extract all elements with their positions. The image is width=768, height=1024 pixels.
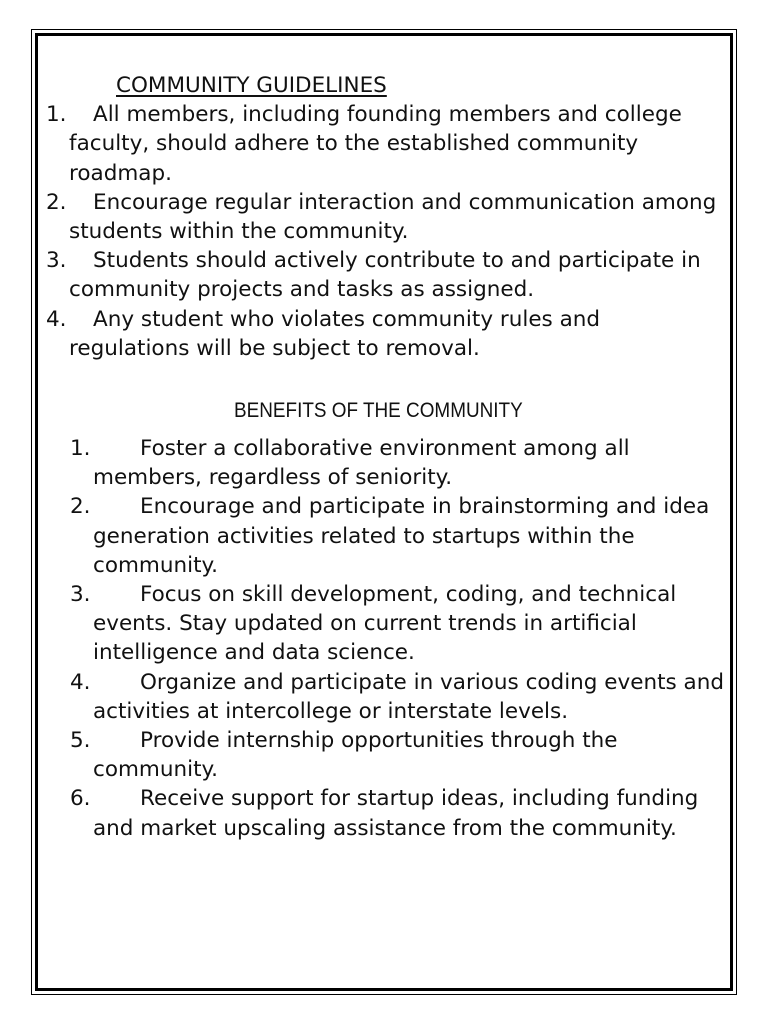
benefit-number: 1. xyxy=(70,436,91,462)
guideline-item xyxy=(46,305,726,363)
guideline-text: Any student who violates community rules and regulations will be subject to removal. xyxy=(69,306,601,361)
benefits-list xyxy=(70,434,726,843)
benefit-number: 3. xyxy=(70,582,91,608)
benefit-number: 6. xyxy=(70,786,91,812)
benefit-text: Provide internship opportunities through the community. xyxy=(93,728,618,783)
guidelines-title: COMMUNITY GUIDELINES xyxy=(116,73,387,98)
benefits-title: BENEFITS OF THE COMMUNITY xyxy=(234,398,523,423)
guideline-number: 2. xyxy=(46,189,67,215)
benefit-text: Receive support for startup ideas, including funding and market upscaling assistance from the community. xyxy=(93,786,699,841)
benefit-text: Foster a collaborative environment among all members, regardless of seniority. xyxy=(93,436,630,491)
benefit-number: 4. xyxy=(70,669,91,695)
benefit-number: 2. xyxy=(70,494,91,520)
benefit-item xyxy=(70,434,726,492)
benefit-item xyxy=(70,580,726,668)
document-body xyxy=(46,71,726,843)
benefit-text: Organize and participate in various coding events and activities at intercollege or interstate levels. xyxy=(93,669,724,724)
benefit-item xyxy=(70,492,726,580)
benefit-item xyxy=(70,726,726,784)
benefit-text: Focus on skill development, coding, and technical events. Stay updated on current trends in artificial intelligence and data science. xyxy=(93,582,677,666)
guideline-item xyxy=(46,100,726,188)
guideline-item xyxy=(46,188,726,246)
guideline-number: 4. xyxy=(46,306,67,332)
guideline-text: All members, including founding members and college faculty, should adhere to the established community roadmap. xyxy=(69,102,682,186)
benefit-item xyxy=(70,668,726,726)
guideline-text: Encourage regular interaction and communication among students within the community. xyxy=(69,189,717,245)
benefit-text: Encourage and participate in brainstorming and idea generation activities related to startups within the community. xyxy=(93,494,710,578)
guideline-text: Students should actively contribute to and participate in community projects and tasks as assigned. xyxy=(69,248,701,303)
guidelines-list xyxy=(46,100,726,363)
guideline-item xyxy=(46,246,726,304)
guideline-number: 1. xyxy=(46,102,67,128)
benefit-number: 5. xyxy=(70,728,91,754)
benefit-item xyxy=(70,784,726,842)
guideline-number: 3. xyxy=(46,248,67,274)
